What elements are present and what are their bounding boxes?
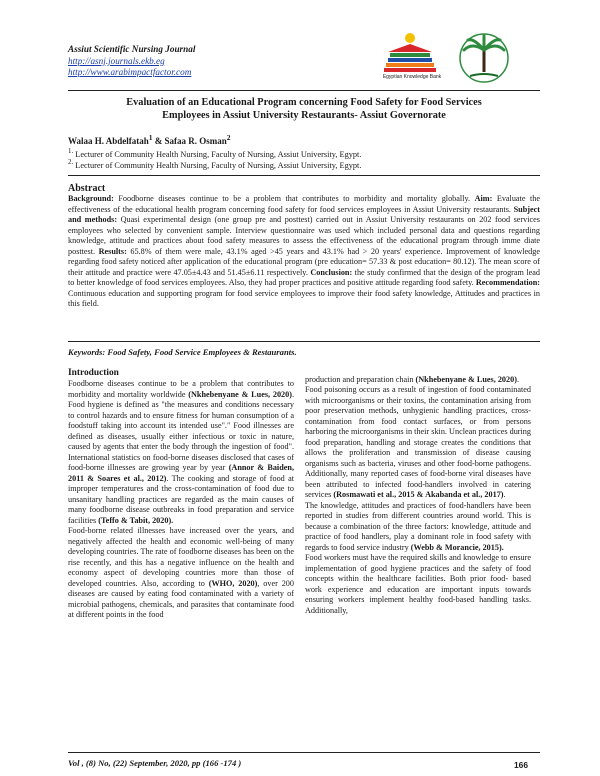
citation-webb-morancie: (Webb & Morancie, 2015). [410,542,504,552]
abstract-recommendation-text: Continuous education and supporting program for food service employees to improve their food safety knowledge, Attitudes and practices in this field. [68,288,540,309]
intro-paragraph-2-cont [305,375,531,385]
affiliation-2-num: 2. [68,159,74,166]
citation-rosmawati-akabanda: (Rosmawati et al., 2015 & Akabanda et al., 2017) [333,490,504,500]
intro-p1-text-c: . The cooking and storage of food at improper temperatures and the cross-contamination of food due to unsanitary handling practices are regarded as the main causes of many foodborne disease outbreaks in food preparation and service facilities [68,473,294,525]
journal-url-ekb[interactable]: http://asnj.journals.ekb.eg [68,55,165,66]
intro-p2-text-a: Food-borne related illnesses have increased over the years, and negatively affected the health and economic well-being of many developing countries. The rate of foodborne diseases has been on the rise recently, and this has a negative influence on the health and economy aspect of developing countries more than those of developed countries. Also, according to [68,526,294,588]
intro-paragraph-4 [305,501,531,553]
author-2-sup: 2 [226,133,231,142]
author-2: Safaa R. Osman [164,136,227,146]
author-1: Walaa H. Abdelfatah [68,136,149,146]
ekb-logo [372,30,448,86]
footer-citation: Vol , (8) No, (22) September, 2020, pp (166 -174 ) [68,758,242,768]
intro-r3-text-a: The knowledge, attitudes and practices of food-handlers have been reported in studies from different countries around world. This is because a combination of the three factors: knowledge, attitude and practice of food handlers, play a dominant role in food safety with regards to food service industry [305,500,531,552]
abstract-recommendation-label: Recommendation: [475,278,540,288]
abstract-conclusion-text: the study confirmed that the design of the program lead to better knowledge of food services employees. Also, they had proper practices and positive attitude regarding food safety. [68,267,540,288]
affiliation-1-text: Lecturer of Community Health Nursing, Faculty of Nursing, Assiut University, Egypt. [75,149,362,159]
paper-title-line-1: Evaluation of an Educational Program concerning Food Safety for Food Services [126,97,482,108]
abstract-body [68,194,540,310]
body-column-right [305,375,531,616]
ekb-caption: Egyptian Knowledge Bank [382,74,442,80]
paper-title [68,96,540,122]
author-separator: & [152,136,165,146]
intro-r1-text-b: . [516,375,519,384]
citation-teffo-tabit: (Teffo & Tabit, 2020). [98,515,174,525]
journal-name: Assiut Scientific Nursing Journal [68,44,196,54]
intro-paragraph-3 [305,385,531,500]
paper-title-line-2: Employees in Assiut University Restaurants- Assiut Governorate [162,110,446,121]
citation-who: (WHO, 2020) [208,578,258,588]
intro-r2-text-a: Food poisoning occurs as a result of ingestion of food contaminated with microorganisms or their toxins, the contamination arising from poor preservation methods, unhygienic handling practices, cross-contamination from food contact surfaces, or from persons harboring the microorganisms in their skin. Unclean practices during food preparation, handling and storage creates the conditions that allows the proliferation and transmission of disease causing organisms such as bacteria, viruses and other food-borne pathogens. Additionally, many reported cases of food-borne viral diseases have been attributed to infected food-handlers involved in catering services [305,385,531,500]
affiliation-2 [68,159,361,170]
affiliation-1-num: 1. [68,148,74,155]
citation-nkhebenyane-lues-2: (Nkhebenyane & Lues, 2020) [415,375,517,384]
journal-header [68,44,195,79]
abstract-conclusion-label: Conclusion: [310,267,353,277]
intro-p2-text-b: , over 200 diseases are caused by eating food contaminated with a variety of microbial pathogens, chemicals, and parasites that contaminate food at different points in the food [68,578,294,620]
abstract-methods-text: Quasi experimental design (one group pre and posttest) carried out in Assiut University restaurants on 202 food services employees who selected by convenient sample. Interview questionnaire was used which included personal data and questions regarding knowledge, attitude and practices about food safety measures to assess the effectiveness of the educational program through imme diate posttest. [68,215,540,256]
citation-annor-baiden-soares: (Annor & Baiden, 2011 & Soares et al., 2012) [68,463,294,483]
intro-paragraph-5: Food workers must have the required skills and knowledge to ensure implementation of good hygiene practices and the safety of food concepts within the healthcare facilities. Both prior food- based work experience and education are important inputs towards ensuring workers implement healthy food-based handling tasks. Additionally, [305,553,531,615]
intro-r1-text-a: production and preparation chain [305,375,416,384]
header-divider [68,90,540,91]
abstract-aim-label: Aim: [474,194,493,203]
affiliation-2-text: Lecturer of Community Health Nursing, Faculty of Nursing, Assiut University, Egypt. [75,160,362,170]
abstract-background-label: Background: [68,194,114,203]
intro-p1-text-b: . Food hygiene is defined as "the measures and conditions necessary to control hazards and to ensure fitness for human consumption of a foodstuff taking into account its intended use"." Food illnesses are defined as diseases, usually either infectious or toxic in nature, caused by agents that enter the body through the ingestion of food". International statistics on food-borne diseases disclosed that cases of food-borne illnesses are growing year by year [68,389,294,473]
abstract-results-label: Results: [98,246,127,256]
intro-p1-text-a: Foodborne diseases continue to be a problem that contributes to morbidity and mortality worldwide [68,379,294,399]
body-column-left [68,368,294,621]
ekb-books-icon [372,30,448,76]
abstract-top-divider [68,175,540,176]
abstract-aim-text: Evaluate the effectiveness of the educational health program concerning food safety for food services employees in Assiut University restaurants. [68,194,540,214]
abstract-background-text: Foodborne diseases continue to be a problem that contributes to morbidity and mortality globally. [113,194,475,203]
abstract-results-text: 65.8% of them were male, 43.1% aged >45 years and 43.1% had > 20 years' experience. Improvement of knowledge regarding food safety noticed after application of the educational program (pre education= 57.33 & post education= 80.12). The mean score of their attitude and practice were 47.05±4.43 and 51.45±6.11 respectively. [68,246,540,277]
affiliation-1 [68,148,361,159]
author-list [68,133,231,146]
intro-paragraph-2 [68,526,294,620]
page-number: 166 [514,760,528,770]
keywords: Keywords: Food Safety, Food Service Employees & Restaurants. [68,347,297,357]
citation-nkhebenyane-lues: (Nkhebenyane & Lues, 2020) [188,389,292,399]
intro-paragraph-1 [68,379,294,526]
journal-url-arabimpact[interactable]: http://www.arabimpactfactor.com [68,67,192,77]
palm-tree-emblem-icon [450,32,518,84]
intro-r2-text-b: . [503,490,506,500]
introduction-heading: Introduction [68,368,119,378]
abstract-bottom-divider [68,341,540,342]
author-1-sup: 1 [148,133,153,142]
abstract-methods-label: Subject and methods: [68,204,540,225]
assiut-university-logo [450,32,518,84]
footer-divider [68,752,540,753]
abstract-heading: Abstract [68,183,106,194]
